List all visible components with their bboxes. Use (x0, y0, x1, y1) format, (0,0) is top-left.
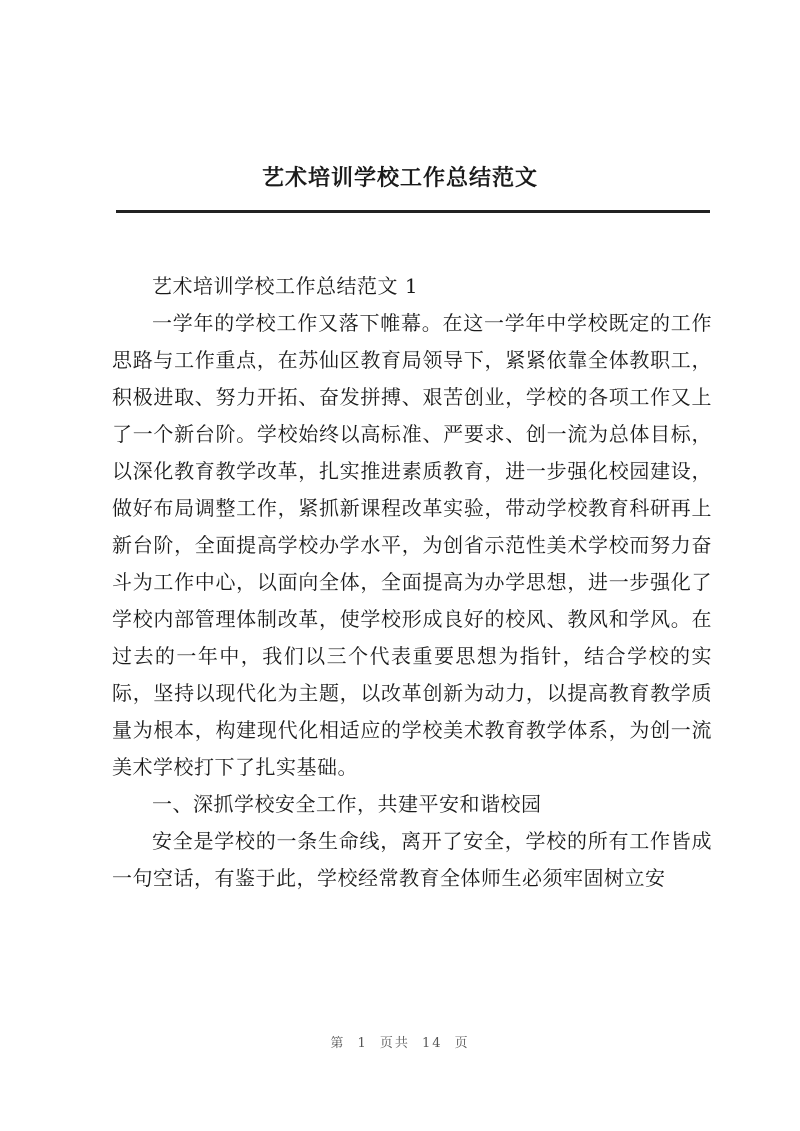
document-body (112, 268, 712, 897)
page-footer: 第 1 页共 14 页 (330, 1036, 470, 1051)
title-underline (116, 210, 710, 213)
section-heading-1: 艺术培训学校工作总结范文 1 (152, 274, 419, 298)
body-paragraph-2: 安全是学校的一条生命线，离开了安全，学校的所有工作皆成一句空话，有鉴于此，学校经常教育全体师生必须牢固树立安 (112, 829, 712, 890)
document-title: 艺术培训学校工作总结范文 (261, 165, 538, 191)
subsection-heading-1: 一、深抓学校安全工作，共建平安和谐校园 (152, 792, 542, 816)
body-paragraph-1: 一学年的学校工作又落下帷幕。在这一学年中学校既定的工作思路与工作重点，在苏仙区教育局领导下，紧紧依靠全体教职工，积极进取、努力开拓、奋发拼搏、艰苦创业，学校的各项工作又上了一个新台阶。学校始终以高标准、严要求、创一流为总体目标，以深化教育教学改革，扎实推进素质教育，进一步强化校园建设，做好布局调整工作，紧抓新课程改革实验，带动学校教育科研再上新台阶，全面提高学校办学水平，为创省示范性美术学校而努力奋斗为工作中心，以面向全体，全面提高为办学思想，进一步强化了学校内部管理体制改革，使学校形成良好的校风、教风和学风。在过去的一年中，我们以三个代表重要思想为指针，结合学校的实际，坚持以现代化为主题，以改革创新为动力，以提高教育教学质量为根本，构建现代化相适应的学校美术教育教学体系，为创一流美术学校打下了扎实基础。 (112, 311, 712, 779)
